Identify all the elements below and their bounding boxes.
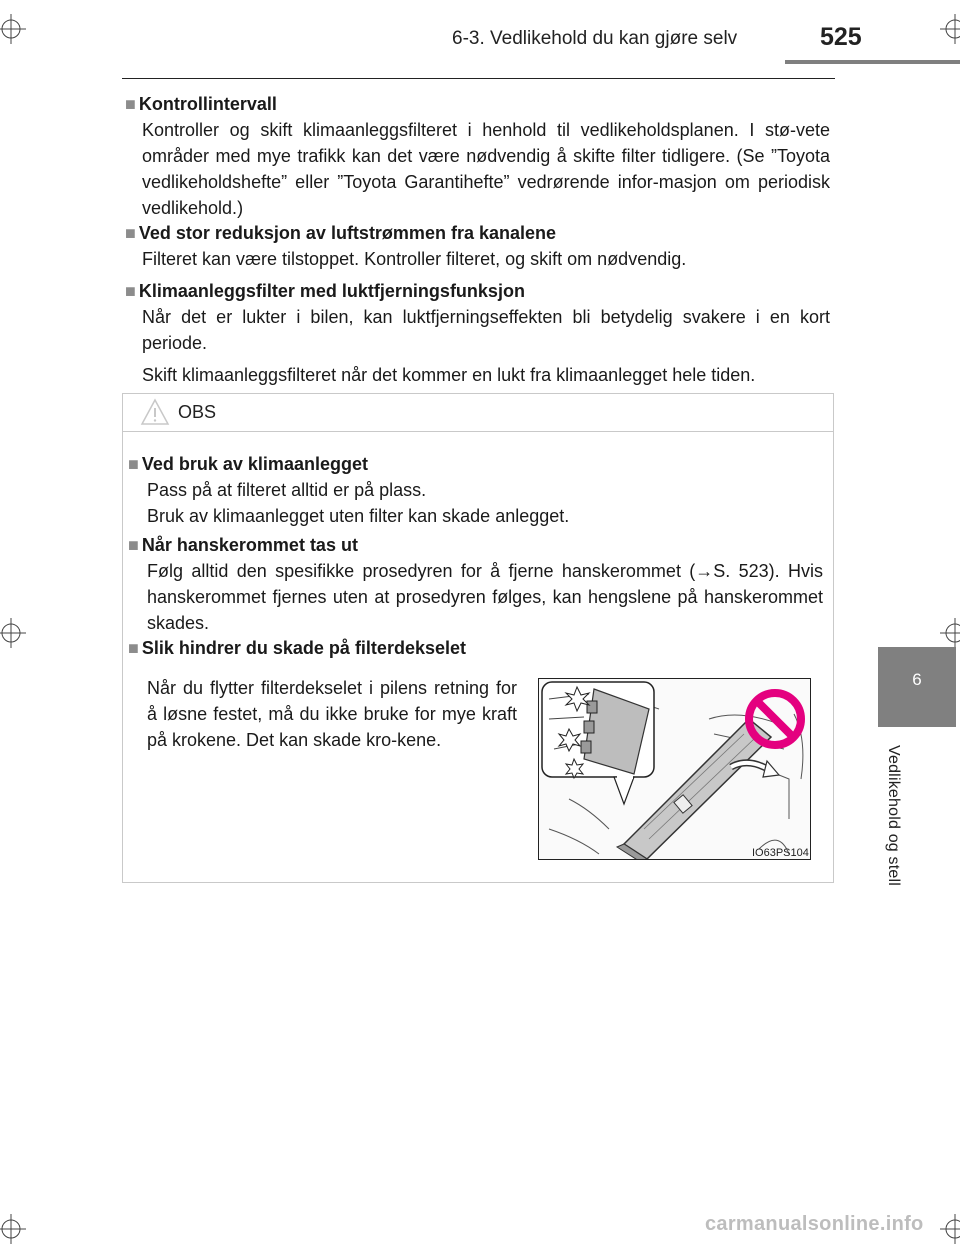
section-heading: ■ Klimaanleggsfilter med luktfjerningsfunksjon (125, 281, 525, 301)
header-rule-thick (785, 60, 960, 64)
header-rule (122, 78, 835, 79)
square-bullet-icon: ■ (128, 638, 139, 658)
caution-item-text: Når du flytter filterdekselet i pilens retning for å løsne festet, må du ikke bruke for mye kraft på krokene. Det kan skade kro-kene. (147, 678, 517, 750)
chapter-tab-number: 6 (912, 670, 922, 689)
watermark: carmanualsonline.info (705, 1213, 924, 1235)
page-reference-link[interactable]: S. 523 (713, 561, 769, 581)
square-bullet-icon: ■ (125, 223, 136, 243)
caution-item-filterdeksel (128, 635, 823, 661)
caution-item-heading: ■ Ved bruk av klimaanlegget (128, 454, 368, 474)
section-heading: ■ Kontrollintervall (125, 94, 277, 114)
section-heading: ■ Ved stor reduksjon av luftstrømmen fra kanalene (125, 223, 557, 243)
caution-item-hanskerom (128, 532, 823, 636)
crop-mark-middle-left (0, 618, 26, 648)
section-paragraph: Når det er lukter i bilen, kan luktfjerningseffekten bli betydelig svakere i en kort periode. (142, 307, 830, 353)
crop-mark-bottom-right (940, 1214, 960, 1244)
caution-item-heading: ■ Slik hindrer du skade på filterdekselet (128, 638, 466, 658)
crop-mark-top-right (940, 14, 960, 44)
caution-item-heading: ■ Når hanskerommet tas ut (128, 535, 358, 555)
header-section-title: 6-3. Vedlikehold du kan gjøre selv (452, 28, 738, 49)
section-kontrollintervall (125, 91, 830, 221)
caution-header (123, 394, 833, 432)
square-bullet-icon: ■ (125, 281, 136, 301)
caution-item-klimaanlegg (128, 451, 823, 529)
section-paragraph: Skift klimaanleggsfilteret når det kommer en lukt fra klimaanlegget hele tiden. (142, 365, 756, 385)
crop-mark-bottom-left (0, 1214, 26, 1244)
crop-mark-top-left (0, 14, 26, 44)
figure-code: IO63PS104 (752, 847, 809, 859)
section-paragraph: Kontroller og skift klimaanleggsfilteret i henhold til vedlikeholdsplanen. I stø-vete områder med mye trafikk kan det være nødvendig å skifte filter tidligere. (Se ”Toyota vedlikeholdshefte” eller ”Toyota Garantihefte” vedrørende infor-masjon om periodisk vedlikehold.) (142, 120, 830, 218)
page-number: 525 (820, 23, 862, 51)
chapter-tab-label: Vedlikehold og stell (885, 745, 902, 886)
filter-cover-illustration (538, 678, 811, 860)
caution-item-line: Bruk av klimaanlegget uten filter kan skade anlegget. (147, 506, 570, 526)
caution-item-line: Pass på at filteret alltid er på plass. (147, 480, 427, 500)
section-paragraph: Filteret kan være tilstoppet. Kontroller filteret, og skift om nødvendig. (142, 249, 687, 269)
crop-mark-middle-right (940, 618, 960, 648)
square-bullet-icon: ■ (125, 94, 136, 114)
warning-triangle-icon (140, 397, 170, 427)
section-luftstrom (125, 220, 830, 272)
section-luktfjerning (125, 278, 830, 388)
caution-item-text: Følg alltid den spesifikke prosedyren for å fjerne hanskerommet (→S. 523). Hvis hanskerommet fjernes uten at prosedyren følges, kan hengslene på hanskerommet skades. (147, 561, 824, 633)
filter-cover-drawing (539, 679, 811, 860)
square-bullet-icon: ■ (128, 535, 139, 555)
reference-arrow-icon: → (695, 561, 714, 581)
caution-title: OBS (178, 402, 217, 422)
square-bullet-icon: ■ (128, 454, 139, 474)
